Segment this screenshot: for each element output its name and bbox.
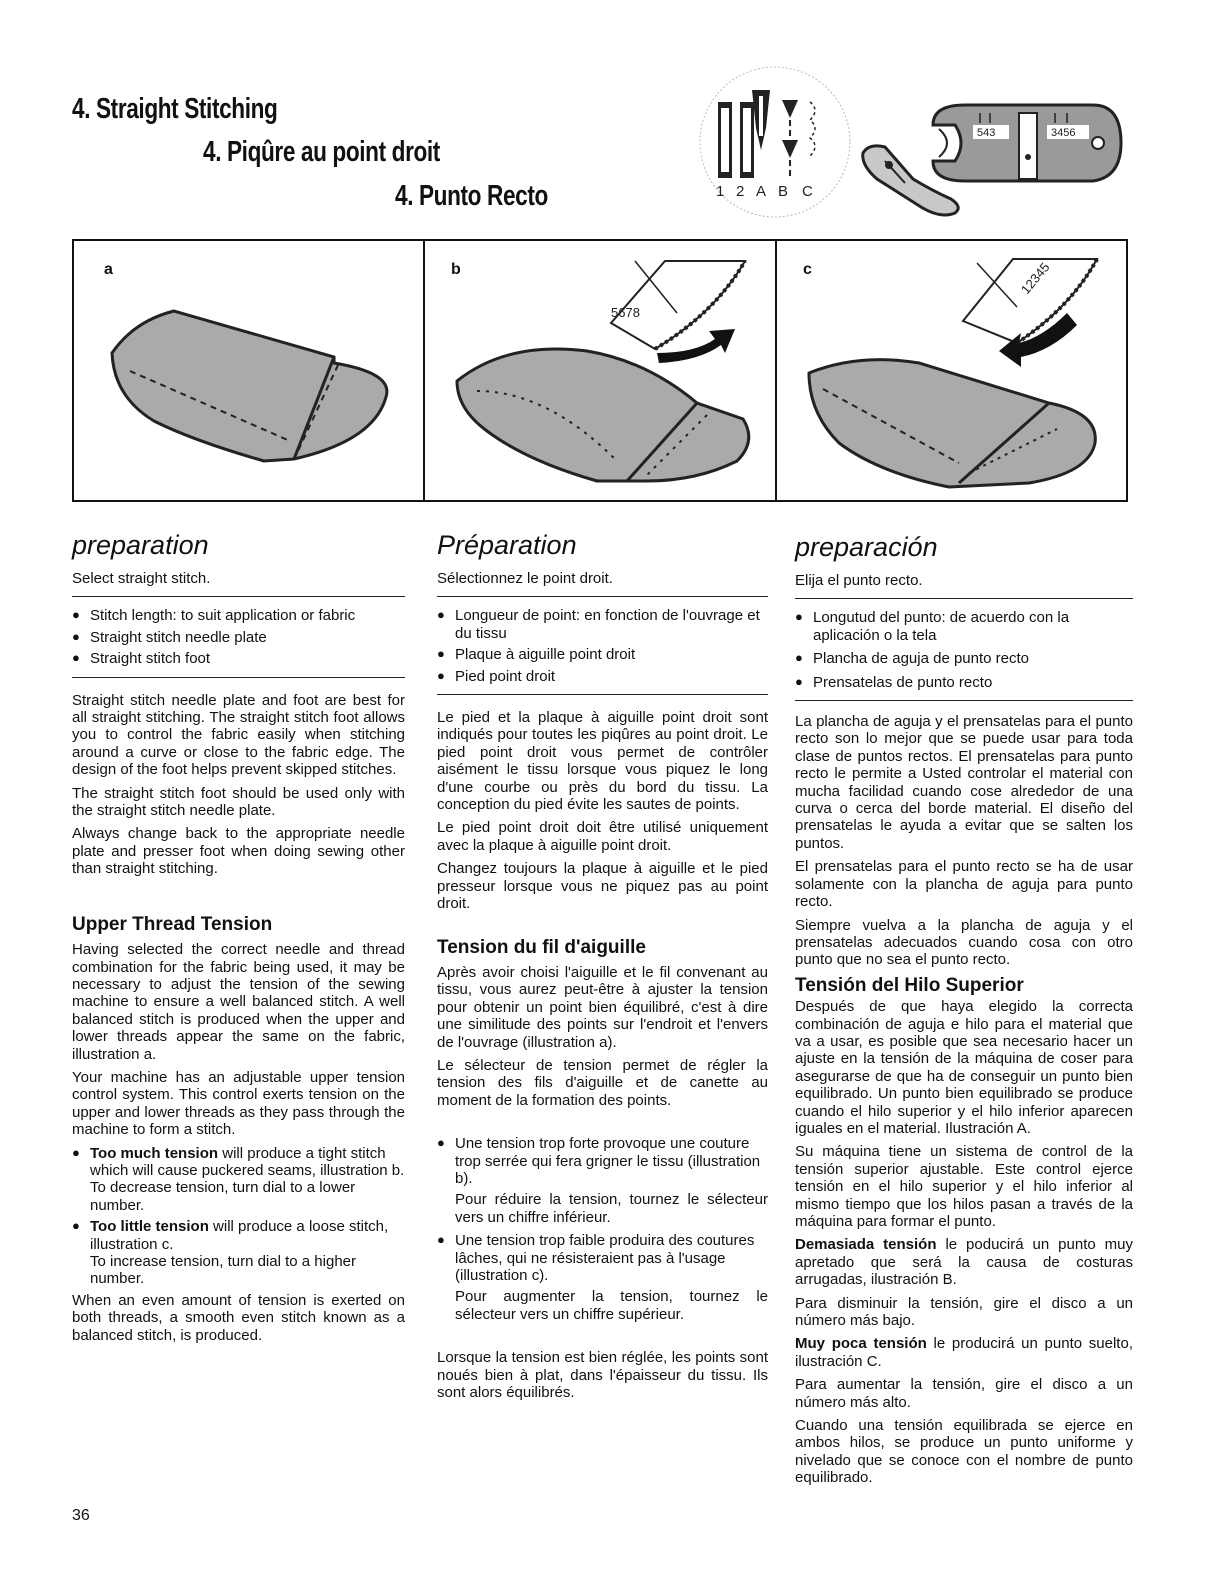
spanish-t3: Cuando una tensión equilibrada se ejerce en ambos hilos, se produce un punto uniforme y nivelado que se conoce con el nombre de punto equilibrado. <box>795 1417 1133 1487</box>
panel-a-label: a <box>104 261 113 278</box>
fabric-balanced-illustration <box>94 301 394 481</box>
plate-label-left: 543 <box>977 127 996 139</box>
illustration-panels <box>72 239 1128 502</box>
plate-label-right: 3456 <box>1051 127 1076 139</box>
column-french <box>437 530 768 1407</box>
french-subheading: Tension du fil d'aiguille <box>437 936 646 958</box>
spanish-b1-note: Para disminuir la tensión, gire el disco a un número más bajo. <box>795 1294 1133 1330</box>
english-p3: Always change back to the appropriate needle plate and presser foot when doing sewing other than straight stitching. <box>72 825 405 878</box>
english-t1: Having selected the correct needle and thread combination for the fabric being used, it may be necessary to adjust the tension of the sewing machine to ensure a well balanced stitch. A well balanced stitch is produced when the upper and lower threads appear the same on the fabric, illustration a. <box>72 941 405 1063</box>
panel-c <box>777 241 1128 500</box>
english-subheading: Upper Thread Tension <box>72 913 273 935</box>
panel-a <box>74 241 423 500</box>
spanish-t2: Su máquina tiene un sistema de control de la tensión superior ajustable. Este control ejerce tensión en el hilo superior y el hilo inferior al mismo tiempo que los hilos pasan a través de la máquina para formar el punto. <box>795 1143 1133 1230</box>
dial-label-a: A <box>756 183 767 200</box>
dial-label-2: 2 <box>736 183 745 200</box>
spanish-heading: preparación <box>795 532 938 562</box>
dial-label-1: 1 <box>716 183 725 200</box>
list-item: ● Une tension trop faible produira des coutures lâches, qui ne résisteraient pas à l'usage (illustration c). <box>437 1232 768 1284</box>
panel-b <box>425 241 775 500</box>
list-item: ● Stitch length: to suit application or fabric <box>72 607 405 624</box>
french-t3: Lorsque la tension est bien réglée, les points sont noués bien à plat, dans l'épaisseur du tissu. Ils sont alors équilibrés. <box>437 1349 768 1402</box>
spanish-b1: Demasiada tensión le poducirá un punto muy apretado que será la causa de costuras arrugadas, ilustración B. <box>795 1236 1133 1289</box>
column-english <box>72 530 405 1350</box>
english-bullets <box>72 607 405 667</box>
french-p3: Changez toujours la plaque à aiguille et le pied presseur lorsque vous ne piquez pas au point droit. <box>437 860 768 913</box>
english-heading: preparation <box>72 530 209 560</box>
spanish-p2: El prensatelas para el punto recto se ha de usar solamente con la plancha de aguja para punto recto. <box>795 858 1133 911</box>
dial-label-c: C <box>802 183 813 200</box>
french-b1-note: Pour réduire la tension, tournez le sélecteur vers un chiffre inférieur. <box>455 1191 768 1226</box>
list-item: ● Longueur de point: en fonction de l'ouvrage et du tissu <box>437 607 768 642</box>
spanish-bullets <box>795 609 1133 691</box>
spanish-p3: Siempre vuelva a la plancha de aguja y el prensatelas adecuados cuando cosa con otro punto que no sea el punto recto. <box>795 916 1133 969</box>
spanish-b2: Muy poca tensión le producirá un punto suelto, ilustración C. <box>795 1335 1133 1370</box>
spanish-b2-note: Para aumentar la tensión, gire el disco a un número más alto. <box>795 1376 1133 1411</box>
column-spanish <box>795 532 1133 1493</box>
spanish-t1: Después de que haya elegido la correcta combinación de aguja e hilo para el material que va a usar, es posible que sea necesario hacer un ajuste en la tensión de la máquina de coser para asegurarse de que ha de conseguir un punto bien equilibrado. Un punto bien equilibrado se produce cuando el hilo superior y el hilo inferior aparecen iguales en el material. Ilustración A. <box>795 998 1133 1137</box>
french-t2: Le sélecteur de tension permet de régler la tension des fils d'aiguille et de canette au moment de la formation des points. <box>437 1056 768 1109</box>
spanish-subheading: Tensión del Hilo Superior <box>795 974 1024 996</box>
english-t3: When an even amount of tension is exerted on both threads, a smooth even stitch known as a balanced stitch, is produced. <box>72 1291 405 1344</box>
english-intro: Select straight stitch. <box>72 570 211 587</box>
panel-c-label: c <box>803 261 812 278</box>
list-item: ● Plancha de aguja de punto recto <box>795 650 1133 667</box>
french-p1: Le pied et la plaque à aiguille point droit sont indiqués pour toutes les piqûres au point droit. Le pied point droit vous permet de contrôler aisément le tissu lorsque vous piquez le long d'une courbe ou près du bord du tissu. La conception du pied évite les sautes de points. <box>437 709 768 814</box>
english-t2: Your machine has an adjustable upper tension control system. This control exerts tension on the upper and lower threads as they pass through the machine to form a stitch. <box>72 1068 405 1139</box>
spanish-p1: La plancha de aguja y el prensatelas para el punto recto son lo mejor que se puede usar para toda clase de puntos rectos. El prensatelas para punto recto le permite a Usted controlar el material con mucha facilidad cuando cose alrededor de una curva o cerca del borde material. El diseño del prensatelas le ayuda a evitar que se salten los puntos. <box>795 713 1133 852</box>
panel-b-label: b <box>451 261 461 278</box>
list-item: ● Longutud del punto: de acuerdo con la aplicación o la tela <box>795 609 1133 644</box>
list-item: ● Une tension trop forte provoque une couture trop serrée qui fera grigner le tissu (illustration b). <box>437 1135 768 1187</box>
fabric-puckered-illustration <box>447 331 757 491</box>
list-item: ● Prensatelas de punto recto <box>795 674 1133 691</box>
title-spanish: 4. Punto Recto <box>395 180 548 212</box>
title-english: 4. Straight Stitching <box>72 93 278 125</box>
presser-foot-needle-plate-illustration <box>855 95 1130 235</box>
french-heading: Préparation <box>437 530 577 560</box>
french-p2: Le pied point droit doit être utilisé uniquement avec la plaque à aiguille point droit. <box>437 819 768 854</box>
list-item: ● Too much tension will produce a tight stitch which will cause puckered seams, illustration b. To decrease tension, turn dial to a lower number. <box>72 1145 405 1215</box>
french-bullets <box>437 607 768 685</box>
list-item: ● Pied point droit <box>437 668 768 685</box>
english-p2: The straight stitch foot should be used only with the straight stitch needle plate. <box>72 784 405 820</box>
dial-b-numbers: 5678 <box>611 305 640 320</box>
list-item: ● Straight stitch foot <box>72 650 405 667</box>
list-item: ● Too little tension will produce a loose stitch, illustration c. To increase tension, turn dial to a higher number. <box>72 1218 405 1288</box>
title-french: 4. Piqûre au point droit <box>203 136 440 168</box>
list-item: ● Straight stitch needle plate <box>72 629 405 646</box>
page-number: 36 <box>72 1507 90 1524</box>
french-t1: Après avoir choisi l'aiguille et le fil convenant au tissu, vous aurez peut-être à ajuster la tension pour obtenir un point bien équilibré, c'est à dire une similitude des points sur l'endroit et l'envers de l'ouvrage (illustration a). <box>437 963 768 1051</box>
dial-label-b: B <box>778 183 789 200</box>
list-item: ● Plaque à aiguille point droit <box>437 646 768 663</box>
french-intro: Sélectionnez le point droit. <box>437 570 613 587</box>
french-b2-note: Pour augmenter la tension, tournez le sélecteur vers un chiffre supérieur. <box>455 1288 768 1323</box>
dial-c-numbers: 12345 <box>1017 259 1053 297</box>
stitch-selector-illustration <box>690 62 860 222</box>
spanish-intro: Elija el punto recto. <box>795 572 923 589</box>
fabric-loose-illustration <box>799 333 1109 493</box>
english-p1: Straight stitch needle plate and foot are best for all straight stitching. The straight stitch foot allows you to control the fabric easily when stitching around a curve or close to the fabric edge. The design of the foot helps prevent skipped stitches. <box>72 691 405 779</box>
